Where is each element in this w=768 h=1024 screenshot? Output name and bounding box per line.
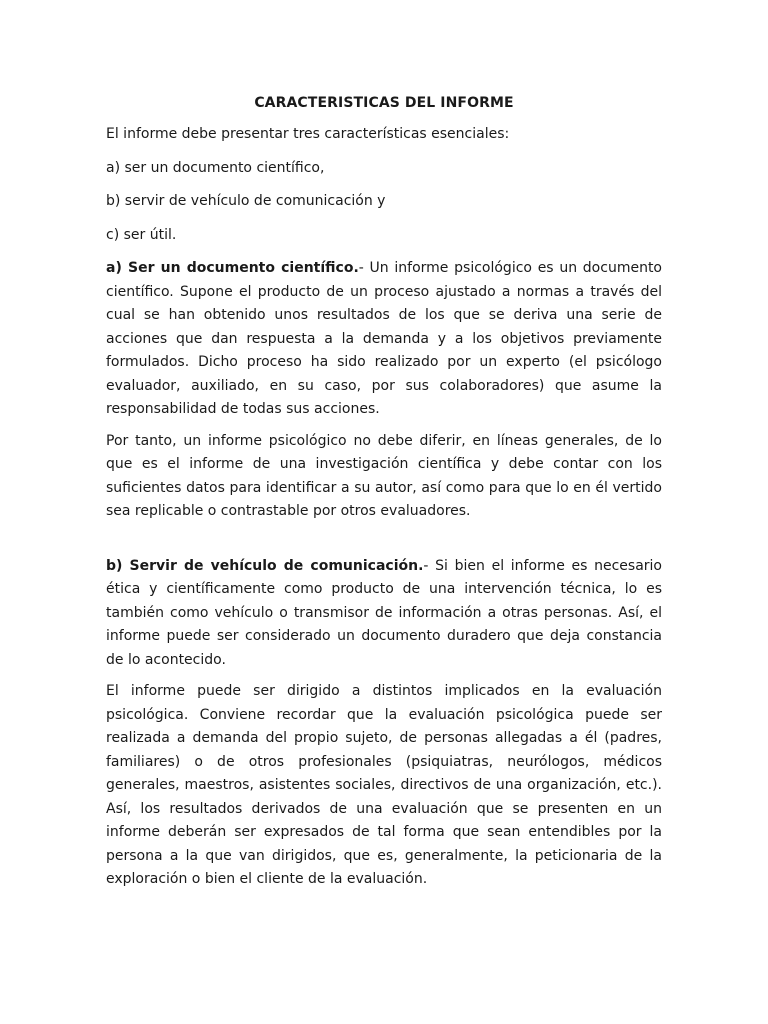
section-a-paragraph-2: Por tanto, un informe psicológico no debe diferir, en líneas generales, de lo que es el informe de una investigación científica y debe contar con los suficientes datos para identificar a su autor, así como para que lo en él vertido sea replicable o contrastable por otros evaluadores. [106,432,662,519]
intro-paragraph: El informe debe presentar tres características esenciales: [106,126,510,142]
list-item-c: c) ser útil. [106,226,177,243]
section-b-body: - Si bien el informe es necesario ética y científicamente como producto de una intervención técnica, lo es también como vehículo o transmisor de información a otras personas. Así, el informe puede ser considerado un documento duradero que deja constancia de lo acontecido. [106,557,662,668]
list-item-b: b) servir de vehículo de comunicación y [106,193,386,209]
document-title: CARACTERISTICAS DEL INFORME [254,95,514,111]
section-a-paragraph [106,257,662,422]
section-b-heading: b) Servir de vehículo de comunicación. [106,557,424,574]
section-b-paragraph [106,555,662,673]
section-a-body: - Un informe psicológico es un documento científico. Supone el producto de un proceso ajustado a normas a través del cual se han obtenido unos resultados de los que se deriva una serie de acciones que dan respuesta a la demanda y a los objetivos previamente formulados. Dicho proceso ha sido realizado por un experto (el psicólogo evaluador, auxiliado, en su caso, por sus colaboradores) que asume la responsabilidad de todas sus acciones. [106,260,662,417]
section-b-paragraph-2: El informe puede ser dirigido a distintos implicados en la evaluación psicológica. Conviene recordar que la evaluación psicológica puede ser realizada a demanda del propio sujeto, de personas allegadas a él (padres, familiares) o de otros profesionales (psiquiatras, neurólogos, médicos generales, maestros, asistentes sociales, directivos de una organización, etc.). Así, los resultados derivados de una evaluación que se presenten en un informe deberán ser expresados de tal forma que sean entendibles por la persona a la que van dirigidos, que es, generalmente, la peticionaria de la exploración o bien el cliente de la evaluación. [106,683,662,887]
document-page [106,93,662,900]
section-a-heading: a) Ser un documento científico. [106,260,359,276]
list-item-a: a) ser un documento científico, [106,159,325,176]
